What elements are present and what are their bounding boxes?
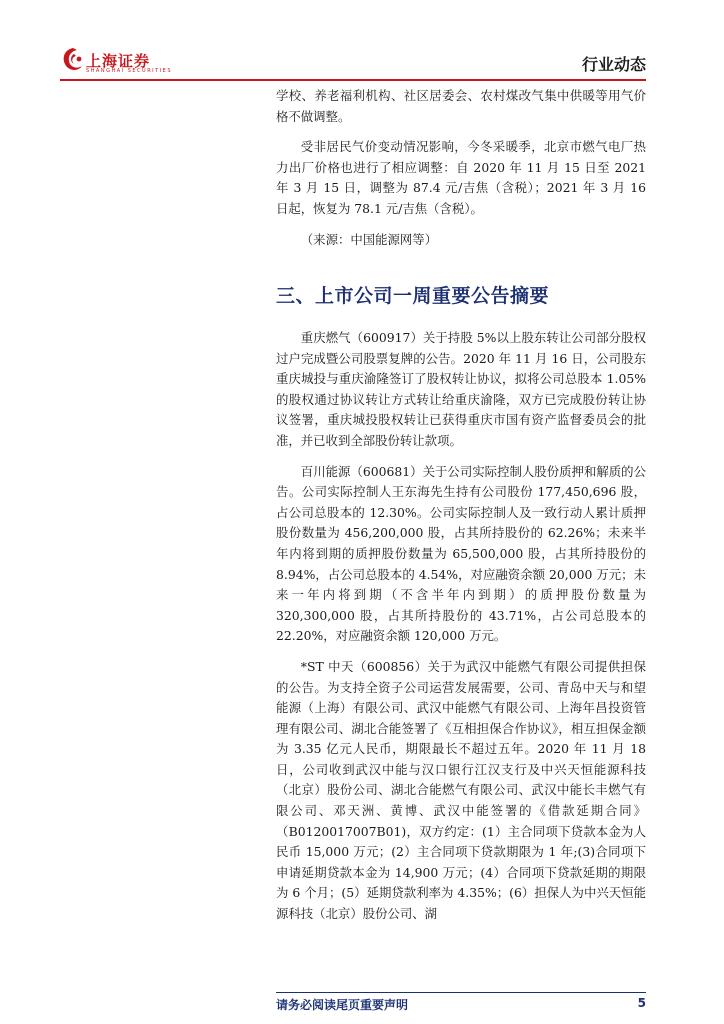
paragraph-baichuan-energy: 百川能源（600681）关于公司实际控制人股份质押和解质的公告。公司实际控制人王东海先生持有公司股份 177,450,696 股，占公司总股本的 12.30%。公司实际控制人及一致行动人累计质押股份数量为 456,200,000 股，占其所持股份的 62.26%；未来半年内将到期的质押股份数量为 65,500,000 股，占其所持股份的 8.94%，占公司总股本的 4.54%，对应融资余额 20,000 万元；未来一年内将到期（不含半年内到期）的质押股份数量为 320,300,000 股，占其所持股份的 43.71%，占公司总股本的 22.20%，对应融资余额 120,000 万元。	[276, 463, 646, 644]
footer-divider	[276, 992, 646, 993]
paragraph-continuation: 学校、养老福利机构、社区居委会、农村煤改气集中供暖等用气价格不做调整。	[276, 88, 646, 124]
page-number: 5	[637, 996, 646, 1010]
paragraph-heating-price: 受非居民气价变动情况影响，今冬采暖季，北京市燃气电厂热力出厂价格也进行了相应调整：自 2020 年 11 月 15 日至 2021 年 3 月 15 日，调整为 87.4 元/吉焦（含税）；2021 年 3 月 16 日起，恢复为 78.1 元/吉焦（含税）。	[276, 139, 646, 216]
source-note: （来源：中国能源网等）	[300, 231, 438, 247]
body-text-top	[276, 86, 646, 272]
report-type-label: 行业动态	[581, 55, 646, 74]
disclaimer-note: 请务必阅读尾页重要声明	[276, 998, 409, 1012]
paragraph-chongqing-gas: 重庆燃气（600917）关于持股 5%以上股东转让公司部分股权过户完成暨公司股票复牌的公告。2020 年 11 月 16 日，公司股东重庆城投与重庆渝隆签订了股权转让协议，拟将公司总股本 1.05%的股权通过协议转让方式转让给重庆渝隆，双方已完成股份转让协议签署，重庆城投股权转让已获得重庆市国有资产监督委员会的批准，并已收到全部股份转让款项。	[276, 330, 646, 448]
brand-emblem-icon	[60, 44, 86, 78]
brand-name: 上海证券	[86, 52, 151, 70]
section-heading: 三、上市公司一周重要公告摘要	[276, 285, 550, 307]
paragraph-st-zhongtian: *ST 中天（600856）关于为武汉中能燃气有限公司提供担保的公告。为支持全资子公司运营发展需要，公司、青岛中天与和望能源（上海）有限公司、武汉中能燃气有限公司、上海年昌投资管理有限公司、湖北合能签署了《互相担保合作协议》，相互担保金额为 3.35 亿元人民币，期限最长不超过五年。2020 年 11 月 18 日，公司收到武汉中能与汉口银行江汉支行及中兴天恒能源科技（北京）股份公司、湖北合能燃气有限公司、武汉中能长丰燃气有限公司、邓天洲、黄博、武汉中能签署的《借款延期合同》（B0120017007B01)，双方约定：(1）主合同项下贷款本金为人民币 15,000 万元；(2）主合同项下贷款期限为 1 年;(3)合同项下申请延期贷款本金为 14,900 万元；(4）合同项下贷款延期的期限为 6 个月；(5）延期贷款利率为 4.35%；(6）担保人为中兴天恒能源科技（北京）股份公司、湖	[276, 658, 646, 922]
page-header	[60, 44, 646, 80]
brand-logo	[60, 44, 190, 78]
announcements-body	[276, 328, 646, 935]
brand-subtitle: SHANGHAI SECURITIES	[86, 68, 173, 74]
header-divider	[60, 79, 646, 81]
